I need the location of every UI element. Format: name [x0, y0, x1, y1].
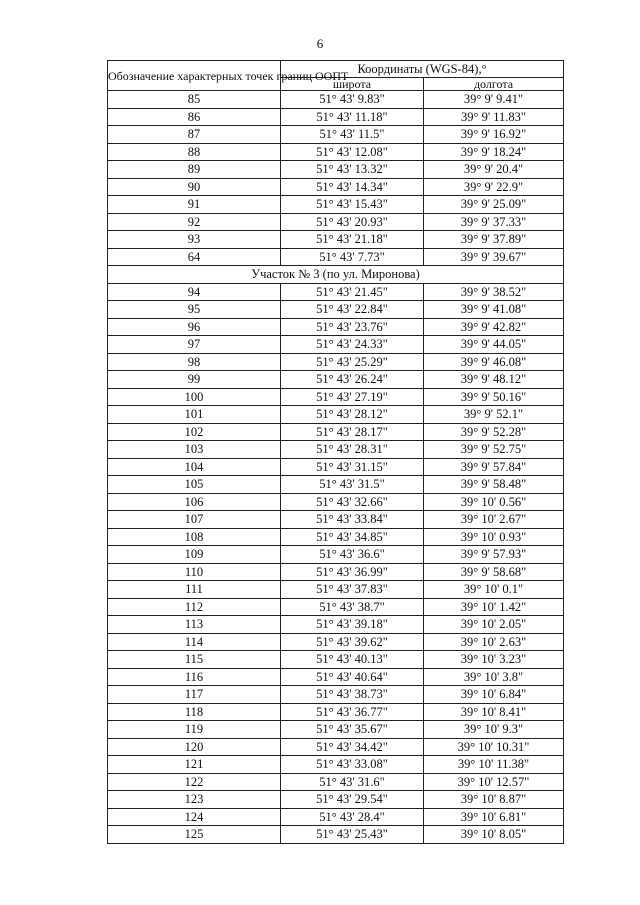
longitude-cell: 39° 10' 8.05": [424, 826, 564, 844]
point-id-cell: 104: [108, 458, 281, 476]
longitude-cell: 39° 9' 52.1": [424, 406, 564, 424]
longitude-cell: 39° 9' 11.83": [424, 108, 564, 126]
longitude-cell: 39° 9' 58.68": [424, 563, 564, 581]
longitude-cell: 39° 9' 39.67": [424, 248, 564, 266]
point-id-cell: 89: [108, 161, 281, 179]
table-row: [108, 301, 564, 319]
table-row: [108, 108, 564, 126]
point-id-cell: 91: [108, 196, 281, 214]
table-row: [108, 546, 564, 564]
latitude-cell: 51° 43' 39.62": [281, 633, 424, 651]
coordinates-column-header: Координаты (WGS-84),°: [281, 61, 564, 78]
longitude-cell: 39° 10' 0.1": [424, 581, 564, 599]
point-id-cell: 110: [108, 563, 281, 581]
point-id-cell: 124: [108, 808, 281, 826]
point-id-cell: 99: [108, 371, 281, 389]
table-body-part-a: [108, 91, 564, 266]
longitude-cell: 39° 9' 41.08": [424, 301, 564, 319]
table-row: [108, 248, 564, 266]
table-row: [108, 616, 564, 634]
longitude-cell: 39° 9' 37.33": [424, 213, 564, 231]
latitude-cell: 51° 43' 29.54": [281, 791, 424, 809]
longitude-column-header: долгота: [424, 78, 564, 91]
boundary-coordinates-table: [107, 60, 564, 844]
latitude-cell: 51° 43' 40.13": [281, 651, 424, 669]
longitude-cell: 39° 10' 6.81": [424, 808, 564, 826]
latitude-cell: 51° 43' 25.29": [281, 353, 424, 371]
point-id-cell: 85: [108, 91, 281, 109]
point-id-cell: 105: [108, 476, 281, 494]
table-row: [108, 826, 564, 844]
point-id-cell: 121: [108, 756, 281, 774]
latitude-cell: 51° 43' 14.34": [281, 178, 424, 196]
latitude-cell: 51° 43' 28.17": [281, 423, 424, 441]
table-row: [108, 161, 564, 179]
table-body-part-b: [108, 283, 564, 843]
latitude-cell: 51° 43' 34.85": [281, 528, 424, 546]
table-row: [108, 668, 564, 686]
table-row: [108, 143, 564, 161]
table-row: [108, 353, 564, 371]
longitude-cell: 39° 9' 16.92": [424, 126, 564, 144]
latitude-cell: 51° 43' 26.24": [281, 371, 424, 389]
table-row: [108, 651, 564, 669]
longitude-cell: 39° 10' 0.56": [424, 493, 564, 511]
longitude-cell: 39° 10' 3.8": [424, 668, 564, 686]
table-row: [108, 703, 564, 721]
table-row: [108, 388, 564, 406]
point-id-cell: 125: [108, 826, 281, 844]
table-row: [108, 686, 564, 704]
point-id-cell: 64: [108, 248, 281, 266]
longitude-cell: 39° 9' 57.93": [424, 546, 564, 564]
longitude-cell: 39° 10' 2.63": [424, 633, 564, 651]
latitude-cell: 51° 43' 21.45": [281, 283, 424, 301]
point-id-cell: 87: [108, 126, 281, 144]
latitude-cell: 51° 43' 33.84": [281, 511, 424, 529]
point-id-cell: 94: [108, 283, 281, 301]
longitude-cell: 39° 9' 52.28": [424, 423, 564, 441]
table-row: [108, 441, 564, 459]
table-row: [108, 476, 564, 494]
latitude-cell: 51° 43' 35.67": [281, 721, 424, 739]
table-row: [108, 178, 564, 196]
latitude-cell: 51° 43' 36.99": [281, 563, 424, 581]
point-id-cell: 113: [108, 616, 281, 634]
table-row: [108, 91, 564, 109]
latitude-cell: 51° 43' 21.18": [281, 231, 424, 249]
latitude-cell: 51° 43' 34.42": [281, 738, 424, 756]
latitude-cell: 51° 43' 33.08": [281, 756, 424, 774]
latitude-cell: 51° 43' 7.73": [281, 248, 424, 266]
point-id-cell: 111: [108, 581, 281, 599]
longitude-cell: 39° 9' 22.9": [424, 178, 564, 196]
latitude-cell: 51° 43' 20.93": [281, 213, 424, 231]
latitude-cell: 51° 43' 15.43": [281, 196, 424, 214]
longitude-cell: 39° 10' 9.3": [424, 721, 564, 739]
longitude-cell: 39° 10' 1.42": [424, 598, 564, 616]
longitude-cell: 39° 10' 12.57": [424, 773, 564, 791]
longitude-cell: 39° 9' 46.08": [424, 353, 564, 371]
latitude-cell: 51° 43' 28.12": [281, 406, 424, 424]
longitude-cell: 39° 10' 0.93": [424, 528, 564, 546]
latitude-cell: 51° 43' 12.08": [281, 143, 424, 161]
table-row: [108, 633, 564, 651]
longitude-cell: 39° 9' 57.84": [424, 458, 564, 476]
longitude-cell: 39° 9' 52.75": [424, 441, 564, 459]
longitude-cell: 39° 9' 44.05": [424, 336, 564, 354]
point-id-cell: 101: [108, 406, 281, 424]
longitude-cell: 39° 9' 18.24": [424, 143, 564, 161]
table-row: [108, 126, 564, 144]
point-id-cell: 117: [108, 686, 281, 704]
longitude-cell: 39° 10' 6.84": [424, 686, 564, 704]
table-row: [108, 528, 564, 546]
table-row: [108, 791, 564, 809]
table-section: [108, 266, 564, 284]
longitude-cell: 39° 9' 48.12": [424, 371, 564, 389]
point-id-cell: 122: [108, 773, 281, 791]
point-id-cell: 97: [108, 336, 281, 354]
table-row: [108, 511, 564, 529]
longitude-cell: 39° 9' 37.89": [424, 231, 564, 249]
longitude-cell: 39° 10' 2.67": [424, 511, 564, 529]
table-row: [108, 493, 564, 511]
latitude-cell: 51° 43' 38.73": [281, 686, 424, 704]
point-id-cell: 116: [108, 668, 281, 686]
latitude-cell: 51° 43' 31.15": [281, 458, 424, 476]
longitude-cell: 39° 10' 8.41": [424, 703, 564, 721]
latitude-cell: 51° 43' 11.18": [281, 108, 424, 126]
point-id-cell: 120: [108, 738, 281, 756]
latitude-cell: 51° 43' 22.84": [281, 301, 424, 319]
latitude-cell: 51° 43' 31.6": [281, 773, 424, 791]
latitude-cell: 51° 43' 37.83": [281, 581, 424, 599]
section-row: [108, 266, 564, 284]
point-id-cell: 93: [108, 231, 281, 249]
latitude-cell: 51° 43' 28.4": [281, 808, 424, 826]
table-row: [108, 563, 564, 581]
latitude-cell: 51° 43' 9.83": [281, 91, 424, 109]
point-id-cell: 108: [108, 528, 281, 546]
table-row: [108, 231, 564, 249]
longitude-cell: 39° 10' 11.38": [424, 756, 564, 774]
point-id-cell: 88: [108, 143, 281, 161]
longitude-cell: 39° 9' 58.48": [424, 476, 564, 494]
point-id-cell: 100: [108, 388, 281, 406]
table-row: [108, 196, 564, 214]
longitude-cell: 39° 9' 42.82": [424, 318, 564, 336]
point-id-cell: 106: [108, 493, 281, 511]
point-id-cell: 95: [108, 301, 281, 319]
table-row: [108, 423, 564, 441]
table-row: [108, 721, 564, 739]
longitude-cell: 39° 9' 50.16": [424, 388, 564, 406]
point-id-cell: 86: [108, 108, 281, 126]
point-id-cell: 102: [108, 423, 281, 441]
point-id-cell: 123: [108, 791, 281, 809]
latitude-column-header: широта: [281, 78, 424, 91]
point-id-cell: 92: [108, 213, 281, 231]
latitude-cell: 51° 43' 36.77": [281, 703, 424, 721]
longitude-cell: 39° 9' 20.4": [424, 161, 564, 179]
latitude-cell: 51° 43' 31.5": [281, 476, 424, 494]
latitude-cell: 51° 43' 40.64": [281, 668, 424, 686]
table-row: [108, 581, 564, 599]
longitude-cell: 39° 10' 10.31": [424, 738, 564, 756]
table-row: [108, 738, 564, 756]
point-id-cell: 98: [108, 353, 281, 371]
longitude-cell: 39° 9' 38.52": [424, 283, 564, 301]
point-id-cell: 103: [108, 441, 281, 459]
longitude-cell: 39° 10' 8.87": [424, 791, 564, 809]
page-number: 6: [316, 36, 324, 51]
table-row: [108, 458, 564, 476]
table-row: [108, 213, 564, 231]
longitude-cell: 39° 10' 3.23": [424, 651, 564, 669]
latitude-cell: 51° 43' 11.5": [281, 126, 424, 144]
section-title: Участок № 3 (по ул. Миронова): [108, 266, 564, 284]
latitude-cell: 51° 43' 13.32": [281, 161, 424, 179]
point-id-cell: 119: [108, 721, 281, 739]
latitude-cell: 51° 43' 23.76": [281, 318, 424, 336]
point-id-cell: 90: [108, 178, 281, 196]
longitude-cell: 39° 9' 25.09": [424, 196, 564, 214]
latitude-cell: 51° 43' 32.66": [281, 493, 424, 511]
table-row: [108, 598, 564, 616]
point-id-cell: 112: [108, 598, 281, 616]
point-id-cell: 118: [108, 703, 281, 721]
point-id-cell: 114: [108, 633, 281, 651]
latitude-cell: 51° 43' 39.18": [281, 616, 424, 634]
table-row: [108, 808, 564, 826]
latitude-cell: 51° 43' 25.43": [281, 826, 424, 844]
table-row: [108, 406, 564, 424]
table-row: [108, 318, 564, 336]
latitude-cell: 51° 43' 27.19": [281, 388, 424, 406]
latitude-cell: 51° 43' 28.31": [281, 441, 424, 459]
longitude-cell: 39° 9' 9.41": [424, 91, 564, 109]
point-column-header: Обозначение характерных точек границ ООПТ: [108, 61, 281, 91]
latitude-cell: 51° 43' 24.33": [281, 336, 424, 354]
latitude-cell: 51° 43' 36.6": [281, 546, 424, 564]
table-row: [108, 336, 564, 354]
table-row: [108, 371, 564, 389]
point-id-cell: 107: [108, 511, 281, 529]
point-id-cell: 115: [108, 651, 281, 669]
table-row: [108, 773, 564, 791]
table-row: [108, 756, 564, 774]
point-id-cell: 109: [108, 546, 281, 564]
longitude-cell: 39° 10' 2.05": [424, 616, 564, 634]
table-row: [108, 283, 564, 301]
point-id-cell: 96: [108, 318, 281, 336]
latitude-cell: 51° 43' 38.7": [281, 598, 424, 616]
